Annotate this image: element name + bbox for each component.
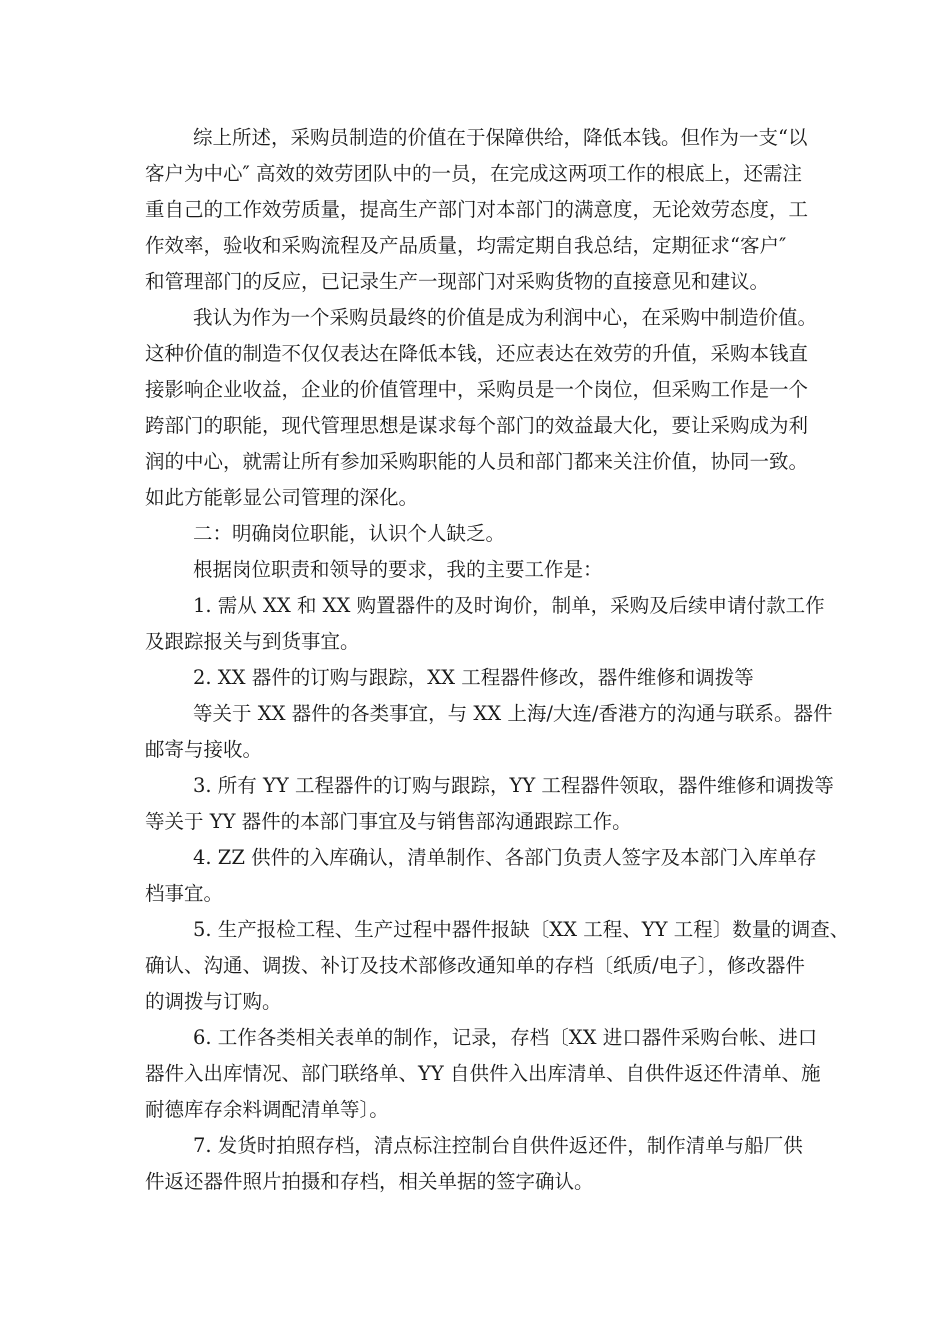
paragraph-intro	[145, 552, 815, 588]
text-line: 1. 需从 XX 和 XX 购置器件的及时询价，制单，采购及后续申请付款工作	[193, 594, 825, 617]
text-line: 件返还器件照片拍摄和存档，相关单据的签字确认。	[145, 1170, 594, 1193]
text-line: 耐德库存余料调配清单等〕。	[145, 1098, 389, 1121]
section-heading	[145, 516, 815, 552]
text-line: 邮寄与接收。	[145, 738, 263, 761]
text-line: 档事宜。	[145, 882, 224, 905]
text-line: 7. 发货时拍照存档，清点标注控制台自供件返还件，制作清单与船厂供	[193, 1134, 803, 1157]
text-line: 等关于 YY 器件的本部门事宜及与销售部沟通跟踪工作。	[145, 810, 632, 833]
paragraph-summary	[145, 120, 815, 300]
text-line: 2. XX 器件的订购与跟踪，XX 工程器件修改，器件维修和调拨等	[193, 666, 754, 689]
text-line: 接影响企业收益，企业的价值管理中，采购员是一个岗位，但采购工作是一个	[145, 378, 809, 401]
text-line: 和管理部门的反应，已记录生产一现部门对采购货物的直接意见和建议。	[145, 270, 770, 293]
text-line: 作效率，验收和采购流程及产品质量，均需定期自我总结，定期征求“客户″	[145, 234, 787, 257]
text-line: 4. ZZ 供件的入库确认，清单制作、各部门负责人签字及本部门入库单存	[193, 846, 817, 869]
text-line: 5. 生产报检工程、生产过程中器件报缺〔XX 工程、YY 工程〕数量的调查、	[193, 918, 850, 941]
paragraph-value-center	[145, 300, 818, 516]
list-item-3	[145, 768, 834, 840]
document-body	[145, 120, 850, 1200]
text-line: 二：明确岗位职能，认识个人缺乏。	[193, 522, 506, 545]
text-line: 综上所述，采购员制造的价值在于保障供给，降低本钱。但作为一支“以	[193, 126, 808, 149]
text-line: 润的中心，就需让所有参加采购职能的人员和部门都来关注价值，协同一致。	[145, 450, 809, 473]
text-line: 器件入出库情况、部门联络单、YY 自供件入出库清单、自供件返还件清单、施	[145, 1062, 821, 1085]
list-item-5	[145, 912, 850, 1020]
list-item-4	[145, 840, 815, 912]
list-item-7	[145, 1128, 815, 1200]
text-line: 如此方能彰显公司管理的深化。	[145, 486, 419, 509]
list-item-1	[145, 588, 825, 660]
text-line: 6. 工作各类相关表单的制作，记录，存档〔XX 进口器件采购台帐、进口	[193, 1026, 818, 1049]
text-line: 重自己的工作效劳质量，提高生产部门对本部门的满意度，无论效劳态度，工	[145, 198, 809, 221]
text-line: 我认为作为一个采购员最终的价值是成为利润中心，在采购中制造价值。	[193, 306, 818, 329]
text-line: 这种价值的制造不仅仅表达在降低本钱，还应表达在效劳的升值，采购本钱直	[145, 342, 809, 365]
list-item-6	[145, 1020, 821, 1128]
text-line: 3. 所有 YY 工程器件的订购与跟踪，YY 工程器件领取，器件维修和调拨等	[193, 774, 834, 797]
text-line: 等关于 XX 器件的各类事宜，与 XX 上海/大连/香港方的沟通与联系。器件	[193, 702, 833, 725]
text-line: 及跟踪报关与到货事宜。	[145, 630, 360, 653]
text-line: 根据岗位职责和领导的要求，我的主要工作是：	[193, 558, 603, 581]
text-line: 的调拨与订购。	[145, 990, 282, 1013]
text-line: 客户为中心″ 高效的效劳团队中的一员，在完成这两项工作的根底上，还需注	[145, 162, 802, 185]
text-line: 确认、沟通、调拨、补订及技术部修改通知单的存档〔纸质/电子〕，修改器件	[145, 954, 805, 977]
text-line: 跨部门的职能，现代管理思想是谋求每个部门的效益最大化，要让采购成为利	[145, 414, 809, 437]
list-item-2-continued	[145, 696, 833, 768]
list-item-2	[145, 660, 815, 696]
